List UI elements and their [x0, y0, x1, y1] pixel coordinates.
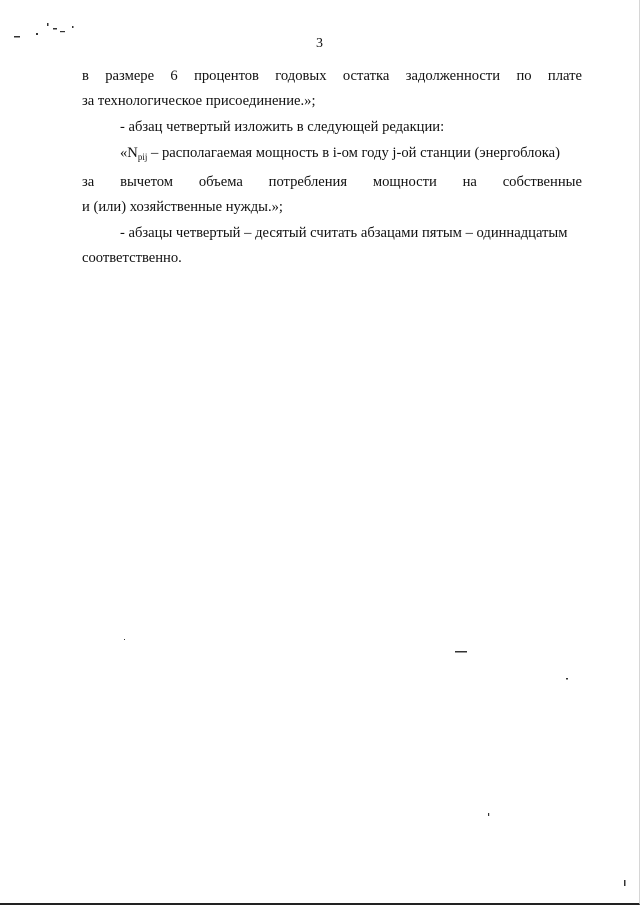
- word: за: [82, 174, 95, 190]
- paragraph-3-line-1: [82, 141, 582, 170]
- word: вычетом: [120, 174, 174, 190]
- word: мощности: [372, 174, 437, 190]
- paragraph-1-line-1: [82, 64, 582, 89]
- scan-speck: [36, 33, 38, 35]
- word: остатка: [342, 68, 390, 84]
- scan-speck: [53, 28, 57, 30]
- word: 6: [170, 68, 178, 84]
- formula-subscript: pij: [137, 152, 148, 162]
- scan-speck: [124, 639, 125, 640]
- paragraph-4-line-2: соответственно.: [82, 250, 182, 266]
- page-number: 3: [316, 36, 323, 51]
- formula-symbol: «N: [120, 145, 138, 161]
- scan-speck: [60, 31, 65, 32]
- word: задолженности: [405, 68, 501, 84]
- paragraph-3-line-3: и (или) хозяйственные нужды.»;: [82, 199, 283, 215]
- scan-speck: [488, 813, 489, 816]
- word: потребления: [268, 174, 348, 190]
- paragraph-1-line-2: за технологическое присоединение.»;: [82, 93, 316, 109]
- paragraph-3-line-2: [82, 170, 582, 195]
- word: годовых: [275, 68, 327, 84]
- paragraph-4-line-1: - абзацы четвертый – десятый считать абзацами пятым – одиннадцатым: [120, 225, 568, 241]
- document-body: [82, 64, 582, 272]
- paragraph-4: [82, 221, 582, 271]
- paragraph-3-line-1-text: – располагаемая мощность в i-ом году j-ой станции (энергоблока): [147, 145, 560, 161]
- word: по: [516, 68, 532, 84]
- scan-speck: [566, 678, 568, 680]
- scan-speck: [624, 880, 626, 886]
- scan-speck: [455, 651, 467, 653]
- word: на: [462, 174, 477, 190]
- scan-speck: [47, 23, 49, 26]
- paragraph-2: - абзац четвертый изложить в следующей редакции:: [120, 119, 445, 135]
- word: объема: [198, 174, 243, 190]
- word: размере: [105, 68, 155, 84]
- paragraph-3: [82, 141, 582, 220]
- paragraph-1: [82, 64, 582, 114]
- word: в: [82, 68, 89, 84]
- word: процентов: [194, 68, 259, 84]
- word: собственные: [502, 174, 582, 190]
- word: плате: [547, 68, 582, 84]
- scan-speck: [72, 26, 74, 28]
